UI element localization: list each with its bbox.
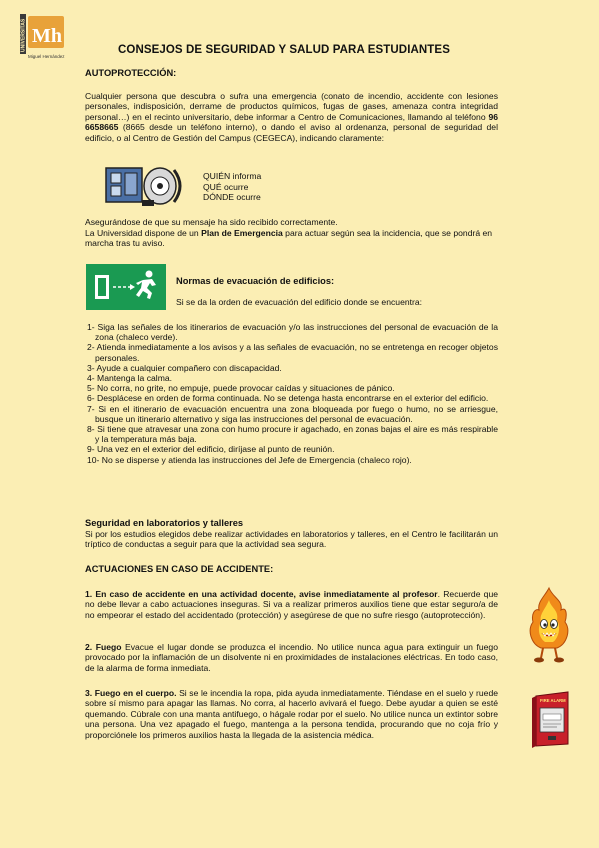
section-heading-autoproteccion: AUTOPROTECCIÓN: — [85, 68, 177, 78]
list-item: 9- Una vez en el exterior del edificio, diríjase al punto de reunión. — [87, 444, 335, 455]
list-item: 6- Desplácese en orden de forma continuada. No se detenga hasta encontrarse en el exterior del edificio. — [87, 393, 489, 404]
who-what-where — [203, 171, 323, 203]
evacuation-rules-list — [87, 322, 498, 465]
list-item: 10- No se disperse y atienda las instrucciones del Jefe de Emergencia (chaleco rojo). — [87, 454, 412, 465]
evacuacion-subheading: Si se da la orden de evacuación del edificio donde se encuentra: — [176, 297, 423, 307]
where-line: DÓNDE ocurre — [203, 192, 261, 203]
actuacion-1-text: . Recuerde que no debe llevar a cabo actuaciones inseguras. Si va a realizar primeros auxilios tiene que estar seguro/a de no empeorar el estado del accidentado (protección) y asegúrese de que no sufre riesgo (autoprotección). — [85, 589, 499, 620]
list-item: 2- Atienda inmediatamente a los avisos y a las señales de evacuación, no se entretenga en recoger objetos personales. — [87, 342, 498, 363]
list-item: 7- Si en el itinerario de evacuación encuentra una zona bloqueada por fuego o humo, no se arriesgue, busque un itinerario alternativo y siga las instrucciones del personal de evacuación. — [87, 403, 498, 424]
actuacion-item-2 — [85, 642, 498, 673]
list-item: 5- No corra, no grite, no empuje, puede provocar caídas y situaciones de pánico. — [87, 383, 395, 394]
list-item: 3- Ayude a cualquier compañero con discapacidad. — [87, 362, 282, 373]
plan-text-2: para actuar según sea la incidencia, que se pondrá en marcha tras tu aviso. — [85, 228, 493, 249]
intro-text-1: Cualquier persona que descubra o sufra una emergencia (conato de incendio, accidente con lesiones personales, indisposición, derrame de productos químicos, fugas de gases, amenaza contra integridad personal…) en el recinto universitario, debe informar a Centro de Comunicaciones, llamando al teléfono — [85, 91, 498, 122]
actuacion-2-bold: 2. Fuego — [85, 642, 122, 652]
laboratorios-text: Si por los estudios elegidos debe realizar actividades en laboratorios y talleres, en el Centro le facilitarán un tríptico de conductas a seguir para que la actividad sea segura. — [85, 529, 498, 550]
plan-emergencia-text — [85, 228, 498, 249]
actuacion-3-text: Si se le incendia la ropa, pida ayuda inmediatamente. Tiéndase en el suelo y ruede sobre sí mismo para apagar las llamas. No corra, al hacerlo avivará el fuego. Debe ayudar a quien se esté quemando. Cúbrale con una manta antifuego, o hágale rodar por el suelo. No utilice nunca un extintor sobre una persona. Una vez apagado el fuego, mantenga a la persona tendida, procurando que no coja frío y proporciónele los primeros auxilios hasta la llegada de la asistencia médica. — [85, 688, 499, 740]
flame-character-icon — [527, 586, 571, 664]
actuacion-1-bold: 1. En caso de accidente en una actividad docente, avise inmediatamente al profesor — [85, 589, 438, 599]
actuacion-item-3 — [85, 688, 498, 740]
university-logo — [20, 14, 66, 62]
phone-illustration — [104, 162, 188, 210]
evacuacion-heading: Normas de evacuación de edificios: — [176, 276, 335, 286]
what-line: QUÉ ocurre — [203, 181, 249, 192]
list-item: 1- Siga las señales de los itinerarios de evacuación y/o las instrucciones del personal de evacuación de la zona (chaleco verde). — [87, 322, 498, 343]
logo-side-text: UNIVERSITAS — [20, 18, 27, 52]
who-line: QUIÉN informa — [203, 171, 262, 181]
confirm-text: Asegurándose de que su mensaje ha sido recibido correctamente. — [85, 217, 338, 227]
logo-caption: Miguel Hernández — [28, 54, 65, 59]
list-item: 8- Si tiene que atravesar una zona con humo procure ir agachado, en zonas bajas el aire es más respirable y la temperatura más baja. — [87, 424, 498, 445]
page-title: CONSEJOS DE SEGURIDAD Y SALUD PARA ESTUDIANTES — [118, 44, 450, 56]
emergency-exit-sign-icon — [86, 264, 166, 310]
actuacion-2-text: Evacue el lugar donde se produzca el incendio. No utilice nunca agua para extinguir un fuego provocado por la inflamación de un disolvente ni en proximidades de instalaciones eléctricas. En todo caso, de la alarma de forma inmediata. — [85, 642, 498, 673]
actuacion-item-1 — [85, 589, 498, 620]
intro-text-2: (8665 desde un teléfono interno), o dando el aviso al ordenanza, personal de seguridad del edificio, o al Centro de Gestión del Campus (CEGECA), indicando claramente: — [85, 122, 498, 143]
list-item: 4- Mantenga la calma. — [87, 373, 173, 384]
actuaciones-heading: ACTUACIONES EN CASO DE ACCIDENTE: — [85, 564, 274, 574]
alarm-label: FIRE ALARM — [540, 698, 566, 703]
fire-alarm-icon — [532, 690, 572, 748]
logo-letters: Mh — [32, 25, 62, 47]
plan-text-1: La Universidad dispone de un — [85, 228, 202, 238]
laboratorios-heading: Seguridad en laboratorios y talleres — [85, 518, 244, 528]
plan-bold: Plan de Emergencia — [201, 228, 283, 238]
autoproteccion-intro — [85, 91, 498, 143]
emergency-phone: 96 6658665 — [85, 111, 498, 133]
actuacion-3-bold: 3. Fuego en el cuerpo. — [85, 688, 177, 698]
